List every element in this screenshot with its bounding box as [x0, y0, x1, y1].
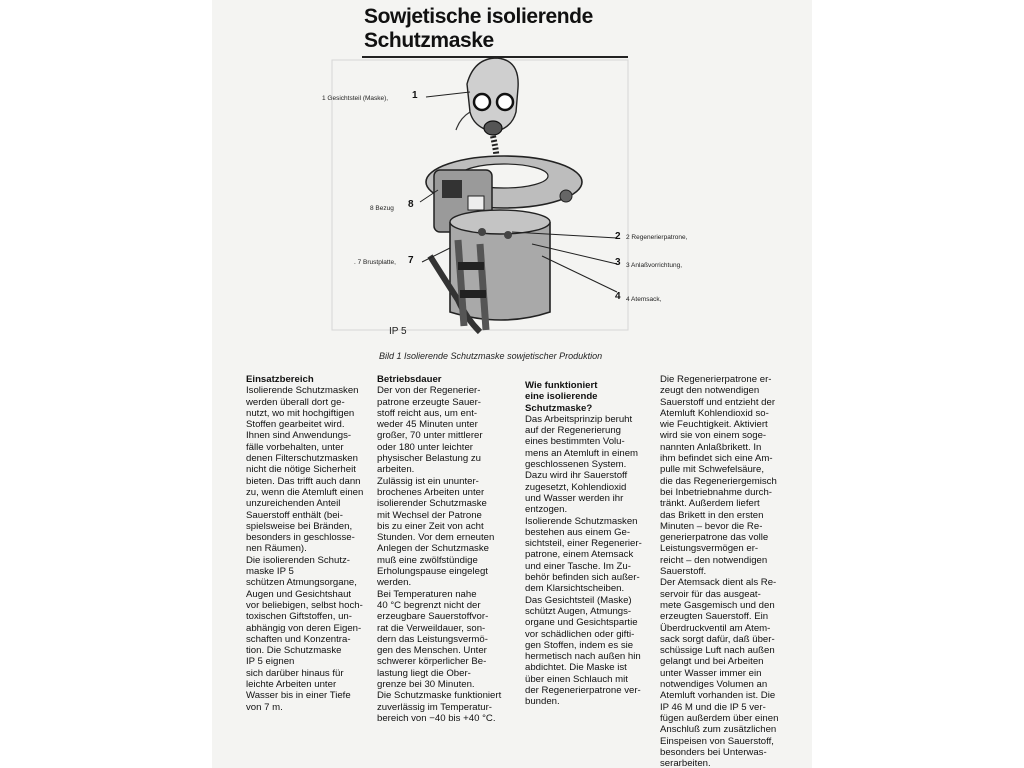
label-cover-number: 8 [408, 199, 414, 210]
column-1-heading: Einsatzbereich [246, 374, 314, 385]
column-1-body: Isolierende Schutzmasken werden überall dort ge- nutzt, wo mit hochgiftigen Stoffen gearbeitet wird. Ihnen sind Anwendungs- fälle vorbehalten, unter denen Filterschutzmasken nicht die nötige Sicherheit bieten. Das trifft auch dann zu, wenn die Atemluft einen unzureichenden Anteil Sauerstoff enthält (bei- spielsweise bei Bränden, besonders in geschlosse- nen Räumen). Die isolierenden Schutz- maske IP 5 schützen Atmungsorgane, Augen und Gesichtshaut vor beliebigen, selbst hoch- toxischen Giftstoffen, un- abhängig von deren Eigen- schaften und Konzentra- tion. Die Schutzmaske IP 5 eignen sich darüber hinaus für leichte Arbeiten unter Wasser bis in einer Tiefe von 7 m. [246, 385, 364, 713]
column-regenerierpatrone [660, 374, 802, 768]
label-face-mask-text: 1 Gesichtsteil (Maske), [322, 95, 389, 102]
column-4-body: Die Regenerierpatrone er- zeugt den notwendigen Sauerstoff und entzieht der Atemluft Kohlendioxid so- wie Feuchtigkeit. Aktiviert wird sie von einem soge- nannten Anlaßbrikett. In ihm befindet sich eine Am- pulle mit Schwefelsäure, die das Regeneriergemisch bei Inbetriebnahme durch- tränkt. Außerdem liefert das Brikett in den ersten Minuten – bevor die Re- generierpatrone das volle Leistungsvermögen er- reicht – den notwendigen Sauerstoff. Der Atemsack dient als Re- servoir für das ausgeat- mete Gasgemisch und den erzeugten Sauerstoff. Ein Überdruckventil am Atem- sack sorgt dafür, daß über- schüssige Luft nach außen gelangt und bei Arbeiten unter Wasser immer ein notwendiges Volumen an Atemluft vorhanden ist. Die IP 46 M und die IP 5 ver- fügen außerdem über einen Anschluß zum zusätzlichen Einspeisen von Sauerstoff, besonders bei Unterwas- serarbeiten. [660, 374, 779, 768]
mask-strap [456, 112, 470, 130]
mask-valve [484, 121, 502, 135]
connector-cap [560, 190, 572, 202]
column-wie-funktioniert [525, 380, 653, 708]
cover-grille [442, 180, 462, 198]
mask-left-eyepiece [474, 94, 490, 110]
column-einsatzbereich [246, 374, 384, 713]
label-breathing-bag-number: 4 [615, 291, 621, 302]
gas-mask-illustration [212, 55, 812, 355]
label-chest-plate-text: . 7 Brustplatte, [354, 259, 396, 266]
document-page [212, 0, 812, 768]
model-label: IP 5 [389, 326, 407, 337]
column-3-body: Das Arbeitsprinzip beruht auf der Regenerierung eines bestimmten Volu- mens an Atemluft in einem geschlossenen System. Dazu wird ihr Sauerstoff zugesetzt, Kohlendioxid und Wasser werden ihr entzogen. Isolierende Schutzmasken bestehen aus einem Ge- sichtsteil, einer Regenerier- patrone, einem Atemsack und einer Tasche. Im Zu- behör befinden sich außer- dem Klarsichtscheiben. Das Gesichtsteil (Maske) schützt Augen, Atmungs- organe und Gesichtspartie vor schädlichen oder gifti- gen Stoffen, indem es sie hermetisch nach außen hin abdichtet. Die Maske ist über einen Schlauch mit der Regenerierpatrone ver- bunden. [525, 413, 642, 708]
label-starter-device-number: 3 [615, 257, 621, 268]
figure-caption: Bild 1 Isolierende Schutzmaske sowjetischer Produktion [379, 351, 603, 361]
mask-right-eyepiece [497, 94, 513, 110]
canister-top [450, 210, 550, 234]
column-3-heading: Wie funktioniert eine isolierende Schutzmaske? [525, 380, 598, 414]
label-face-mask-number: 1 [412, 90, 418, 101]
label-starter-device-text: 3 Anlaßvorrichtung, [626, 262, 683, 269]
label-chest-plate-number: 7 [408, 255, 414, 266]
buckle-2 [460, 290, 486, 298]
label-cover-text: 8 Bezug [370, 205, 394, 212]
page-title-line-2: Schutzmaske [364, 29, 494, 52]
leader-1 [426, 92, 470, 97]
buckle-1 [458, 262, 484, 270]
cover-badge [468, 196, 484, 210]
column-betriebsdauer [377, 374, 522, 724]
label-regeneration-cartridge-number: 2 [615, 231, 621, 242]
label-breathing-bag-text: 4 Atemsack, [626, 296, 662, 303]
column-2-body: Der von der Regenerier- patrone erzeugte Sauer- stoff reicht aus, um ent- weder 45 Minuten unter großer, 70 unter mittlerer oder 180 unter leichter physischer Belastung zu arbeiten. Zulässig ist ein ununter- brochenes Arbeiten unter isolierender Schutzmaske mit Wechsel der Patrone bis zu einer Zeit von acht Stunden. Vor dem erneuten Anlegen der Schutzmaske muß eine zwölfstündige Erholungspause eingelegt werden. Bei Temperaturen nahe 40 °C begrenzt nicht der erzeugbare Sauerstoffvor- rat die Verweildauer, son- dern das Leistungsvermö- gen des Menschen. Unter schwerer körperlicher Be- lastung liegt die Ober- grenze bei 30 Minuten. Die Schutzmaske funktioniert zuverlässig im Temperatur- bereich von −40 bis +40 °C. [377, 385, 502, 724]
page-title-line-1: Sowjetische isolierende [364, 5, 593, 28]
label-regeneration-cartridge-text: 2 Regenerierpatrone, [626, 234, 688, 241]
canister-bolt-left [478, 228, 486, 236]
canister-bolt-right [504, 231, 512, 239]
leader-7 [422, 248, 450, 262]
column-2-heading: Betriebsdauer [377, 374, 442, 385]
